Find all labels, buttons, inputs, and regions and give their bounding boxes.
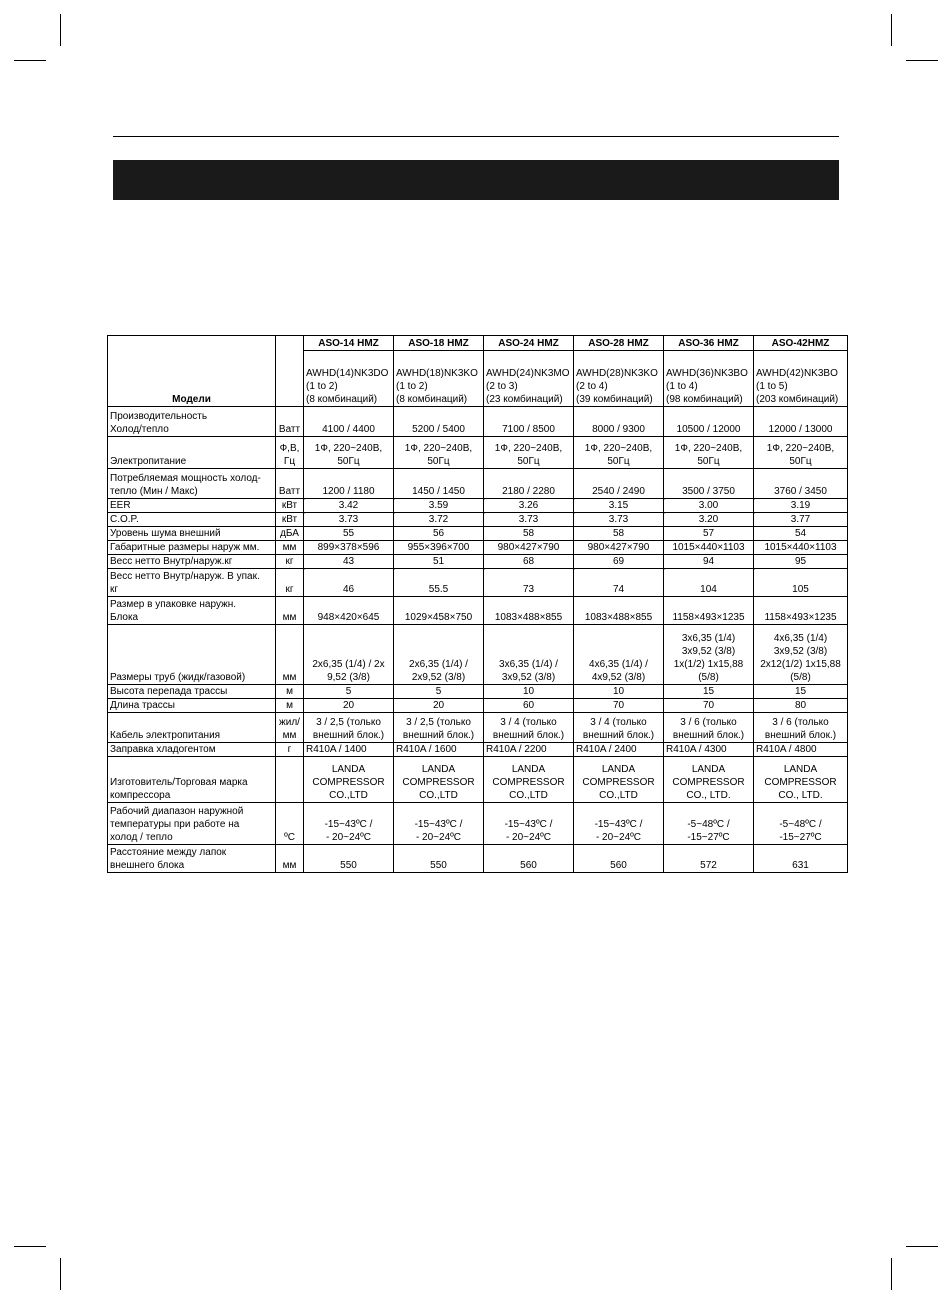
unit-label: мм: [276, 597, 304, 625]
spec-value: LANDA COMPRESSOR CO.,LTD: [574, 757, 664, 803]
spec-value: 3 / 4 (только внешний блок.): [574, 713, 664, 743]
spec-value: 2540 / 2490: [574, 469, 664, 499]
unit-label: Ватт: [276, 407, 304, 437]
spec-value: LANDA COMPRESSOR CO., LTD.: [754, 757, 848, 803]
spec-value: 1Ф, 220~240В, 50Гц: [394, 437, 484, 469]
spec-value: 3.20: [664, 513, 754, 527]
parameter-label: Потребляемая мощность холод- тепло (Мин / Макс): [108, 469, 276, 499]
spec-value: 550: [304, 845, 394, 873]
spec-value: 58: [574, 527, 664, 541]
crop-mark: [14, 1246, 46, 1247]
spec-row: [108, 743, 848, 757]
spec-value: 3.19: [754, 499, 848, 513]
spec-value: LANDA COMPRESSOR CO.,LTD: [394, 757, 484, 803]
spec-value: 5: [304, 685, 394, 699]
spec-value: 2180 / 2280: [484, 469, 574, 499]
spec-value: 105: [754, 569, 848, 597]
spec-row: [108, 469, 848, 499]
spec-value: 631: [754, 845, 848, 873]
parameter-label: Изготовитель/Торговая марка компрессора: [108, 757, 276, 803]
models-label: Модели: [108, 336, 276, 407]
spec-row: [108, 569, 848, 597]
spec-value: 955×396×700: [394, 541, 484, 555]
spec-value: 5200 / 5400: [394, 407, 484, 437]
spec-value: 74: [574, 569, 664, 597]
spec-value: 3.73: [574, 513, 664, 527]
spec-value: 20: [304, 699, 394, 713]
unit-label: мм: [276, 845, 304, 873]
spec-value: 560: [574, 845, 664, 873]
combination-cell: AWHD(18)NK3KO (1 to 2) (8 комбинаций): [394, 351, 484, 407]
spec-row: [108, 803, 848, 845]
unit-label: г: [276, 743, 304, 757]
spec-value: R410A / 1600: [394, 743, 484, 757]
unit-header-cell: [276, 336, 304, 407]
spec-value: 57: [664, 527, 754, 541]
spec-value: 1083×488×855: [574, 597, 664, 625]
spec-value: 2x6,35 (1/4) / 2x 9,52 (3/8): [304, 625, 394, 685]
parameter-label: EER: [108, 499, 276, 513]
combination-cell: AWHD(36)NK3BO (1 to 4) (98 комбинаций): [664, 351, 754, 407]
spec-value: 3 / 6 (только внешний блок.): [664, 713, 754, 743]
spec-value: 3 / 4 (только внешний блок.): [484, 713, 574, 743]
parameter-label: Кабель электропитания: [108, 713, 276, 743]
spec-value: 3 / 2,5 (только внешний блок.): [394, 713, 484, 743]
spec-value: R410A / 2200: [484, 743, 574, 757]
spec-value: 10500 / 12000: [664, 407, 754, 437]
spec-value: 12000 / 13000: [754, 407, 848, 437]
model-name: ASO-24 HMZ: [484, 336, 574, 351]
spec-value: 73: [484, 569, 574, 597]
spec-value: 46: [304, 569, 394, 597]
spec-value: 572: [664, 845, 754, 873]
spec-value: 68: [484, 555, 574, 569]
spec-value: 60: [484, 699, 574, 713]
parameter-label: Электропитание: [108, 437, 276, 469]
section-title-bar: [113, 160, 839, 200]
spec-value: 3 / 2,5 (только внешний блок.): [304, 713, 394, 743]
spec-value: LANDA COMPRESSOR CO., LTD.: [664, 757, 754, 803]
spec-value: 15: [754, 685, 848, 699]
spec-row: [108, 757, 848, 803]
spec-row: [108, 555, 848, 569]
spec-value: 550: [394, 845, 484, 873]
spec-value: 3.00: [664, 499, 754, 513]
crop-mark: [14, 60, 46, 61]
spec-row: [108, 541, 848, 555]
unit-label: кг: [276, 555, 304, 569]
unit-label: кВт: [276, 513, 304, 527]
spec-value: 1015×440×1103: [664, 541, 754, 555]
spec-value: 1158×493×1235: [754, 597, 848, 625]
spec-value: 56: [394, 527, 484, 541]
spec-value: 55.5: [394, 569, 484, 597]
spec-row: [108, 845, 848, 873]
spec-row: [108, 437, 848, 469]
spec-value: 51: [394, 555, 484, 569]
unit-label: м: [276, 685, 304, 699]
spec-value: 3500 / 3750: [664, 469, 754, 499]
specifications-table: [107, 335, 848, 873]
unit-label: м: [276, 699, 304, 713]
crop-mark: [906, 1246, 938, 1247]
crop-mark: [891, 14, 892, 46]
specifications-body: [108, 407, 848, 873]
spec-value: LANDA COMPRESSOR CO.,LTD: [484, 757, 574, 803]
spec-value: R410A / 4300: [664, 743, 754, 757]
header-rule: [113, 136, 839, 137]
spec-value: 3.42: [304, 499, 394, 513]
spec-value: 1029×458×750: [394, 597, 484, 625]
spec-row: [108, 625, 848, 685]
parameter-label: Уровень шума внешний: [108, 527, 276, 541]
spec-row: [108, 685, 848, 699]
parameter-label: Размер в упаковке наружн. Блока: [108, 597, 276, 625]
spec-value: 1Ф, 220~240В, 50Гц: [754, 437, 848, 469]
spec-row: [108, 597, 848, 625]
spec-value: 4100 / 4400: [304, 407, 394, 437]
spec-row: [108, 527, 848, 541]
spec-value: 8000 / 9300: [574, 407, 664, 437]
spec-value: 4x6,35 (1/4) / 4x9,52 (3/8): [574, 625, 664, 685]
combination-cell: AWHD(14)NK3DO (1 to 2) (8 комбинаций): [304, 351, 394, 407]
spec-value: 1200 / 1180: [304, 469, 394, 499]
spec-value: 980×427×790: [484, 541, 574, 555]
parameter-label: Рабочий диапазон наружной температуры при работе на холод / тепло: [108, 803, 276, 845]
spec-value: 3 / 6 (только внешний блок.): [754, 713, 848, 743]
parameter-label: Весс нетто Внутр/наруж. В упак. кг: [108, 569, 276, 597]
spec-value: 10: [574, 685, 664, 699]
spec-value: 43: [304, 555, 394, 569]
unit-label: мм: [276, 625, 304, 685]
spec-value: 1Ф, 220~240В, 50Гц: [484, 437, 574, 469]
spec-value: 3.15: [574, 499, 664, 513]
spec-value: 70: [664, 699, 754, 713]
spec-value: 80: [754, 699, 848, 713]
spec-value: 3.73: [304, 513, 394, 527]
spec-value: 1Ф, 220~240В, 50Гц: [664, 437, 754, 469]
spec-row: [108, 713, 848, 743]
combination-cell: AWHD(24)NK3MO (2 to 3) (23 комбинаций): [484, 351, 574, 407]
combination-cell: AWHD(42)NK3BO (1 to 5) (203 комбинаций): [754, 351, 848, 407]
unit-label: кВт: [276, 499, 304, 513]
unit-label: Ф,В, Гц: [276, 437, 304, 469]
spec-value: R410A / 4800: [754, 743, 848, 757]
parameter-label: Весс нетто Внутр/наруж.кг: [108, 555, 276, 569]
parameter-label: Высота перепада трассы: [108, 685, 276, 699]
crop-mark: [906, 60, 938, 61]
spec-value: -15~43ºC / - 20~24ºC: [484, 803, 574, 845]
spec-value: R410A / 1400: [304, 743, 394, 757]
spec-value: 3.59: [394, 499, 484, 513]
spec-value: 95: [754, 555, 848, 569]
spec-value: 980×427×790: [574, 541, 664, 555]
parameter-label: Производительность Холод/тепло: [108, 407, 276, 437]
spec-value: 3x6,35 (1/4) / 3x9,52 (3/8): [484, 625, 574, 685]
spec-value: -5~48ºC / -15~27ºC: [754, 803, 848, 845]
parameter-label: Размеры труб (жидк/газовой): [108, 625, 276, 685]
crop-mark: [60, 14, 61, 46]
model-header-row: [108, 336, 848, 351]
spec-value: 10: [484, 685, 574, 699]
spec-value: 1450 / 1450: [394, 469, 484, 499]
spec-value: 1083×488×855: [484, 597, 574, 625]
spec-value: 3.73: [484, 513, 574, 527]
spec-value: -15~43ºC / - 20~24ºC: [304, 803, 394, 845]
spec-value: -15~43ºC / - 20~24ºC: [574, 803, 664, 845]
unit-label: кг: [276, 569, 304, 597]
spec-value: 3.26: [484, 499, 574, 513]
spec-value: 104: [664, 569, 754, 597]
spec-value: 5: [394, 685, 484, 699]
spec-value: 1Ф, 220~240В, 50Гц: [574, 437, 664, 469]
spec-value: 20: [394, 699, 484, 713]
spec-value: 54: [754, 527, 848, 541]
spec-value: -5~48ºC / -15~27ºC: [664, 803, 754, 845]
spec-value: 948×420×645: [304, 597, 394, 625]
spec-value: 94: [664, 555, 754, 569]
crop-mark: [60, 1258, 61, 1290]
unit-label: [276, 757, 304, 803]
spec-row: [108, 407, 848, 437]
combination-cell: AWHD(28)NK3KO (2 to 4) (39 комбинаций): [574, 351, 664, 407]
spec-value: 4x6,35 (1/4) 3x9,52 (3/8) 2x12(1/2) 1x15,88 (5/8): [754, 625, 848, 685]
spec-value: R410A / 2400: [574, 743, 664, 757]
spec-row: [108, 499, 848, 513]
parameter-label: C.O.P.: [108, 513, 276, 527]
parameter-label: Заправка хладогентом: [108, 743, 276, 757]
spec-value: 1015×440×1103: [754, 541, 848, 555]
model-name: ASO-18 HMZ: [394, 336, 484, 351]
spec-value: 3x6,35 (1/4) 3x9,52 (3/8) 1x(1/2) 1x15,88 (5/8): [664, 625, 754, 685]
spec-value: 2x6,35 (1/4) / 2x9,52 (3/8): [394, 625, 484, 685]
unit-label: ºC: [276, 803, 304, 845]
model-name: ASO-28 HMZ: [574, 336, 664, 351]
spec-row: [108, 513, 848, 527]
spec-value: 70: [574, 699, 664, 713]
spec-value: 55: [304, 527, 394, 541]
parameter-label: Длина трассы: [108, 699, 276, 713]
unit-label: Ватт: [276, 469, 304, 499]
spec-value: 1158×493×1235: [664, 597, 754, 625]
spec-value: 1Ф, 220~240В, 50Гц: [304, 437, 394, 469]
spec-value: 3760 / 3450: [754, 469, 848, 499]
unit-label: жил/ мм: [276, 713, 304, 743]
crop-mark: [891, 1258, 892, 1290]
spec-value: 7100 / 8500: [484, 407, 574, 437]
spec-row: [108, 699, 848, 713]
spec-value: 899×378×596: [304, 541, 394, 555]
spec-value: 560: [484, 845, 574, 873]
spec-value: 58: [484, 527, 574, 541]
spec-value: 3.72: [394, 513, 484, 527]
parameter-label: Габаритные размеры наруж мм.: [108, 541, 276, 555]
parameter-label: Расстояние между лапок внешнего блока: [108, 845, 276, 873]
spec-value: 3.77: [754, 513, 848, 527]
unit-label: дБА: [276, 527, 304, 541]
model-name: ASO-14 HMZ: [304, 336, 394, 351]
model-name: ASO-36 HMZ: [664, 336, 754, 351]
model-name: ASO-42HMZ: [754, 336, 848, 351]
spec-value: 15: [664, 685, 754, 699]
spec-value: 69: [574, 555, 664, 569]
spec-value: LANDA COMPRESSOR CO.,LTD: [304, 757, 394, 803]
spec-value: -15~43ºC / - 20~24ºC: [394, 803, 484, 845]
unit-label: мм: [276, 541, 304, 555]
